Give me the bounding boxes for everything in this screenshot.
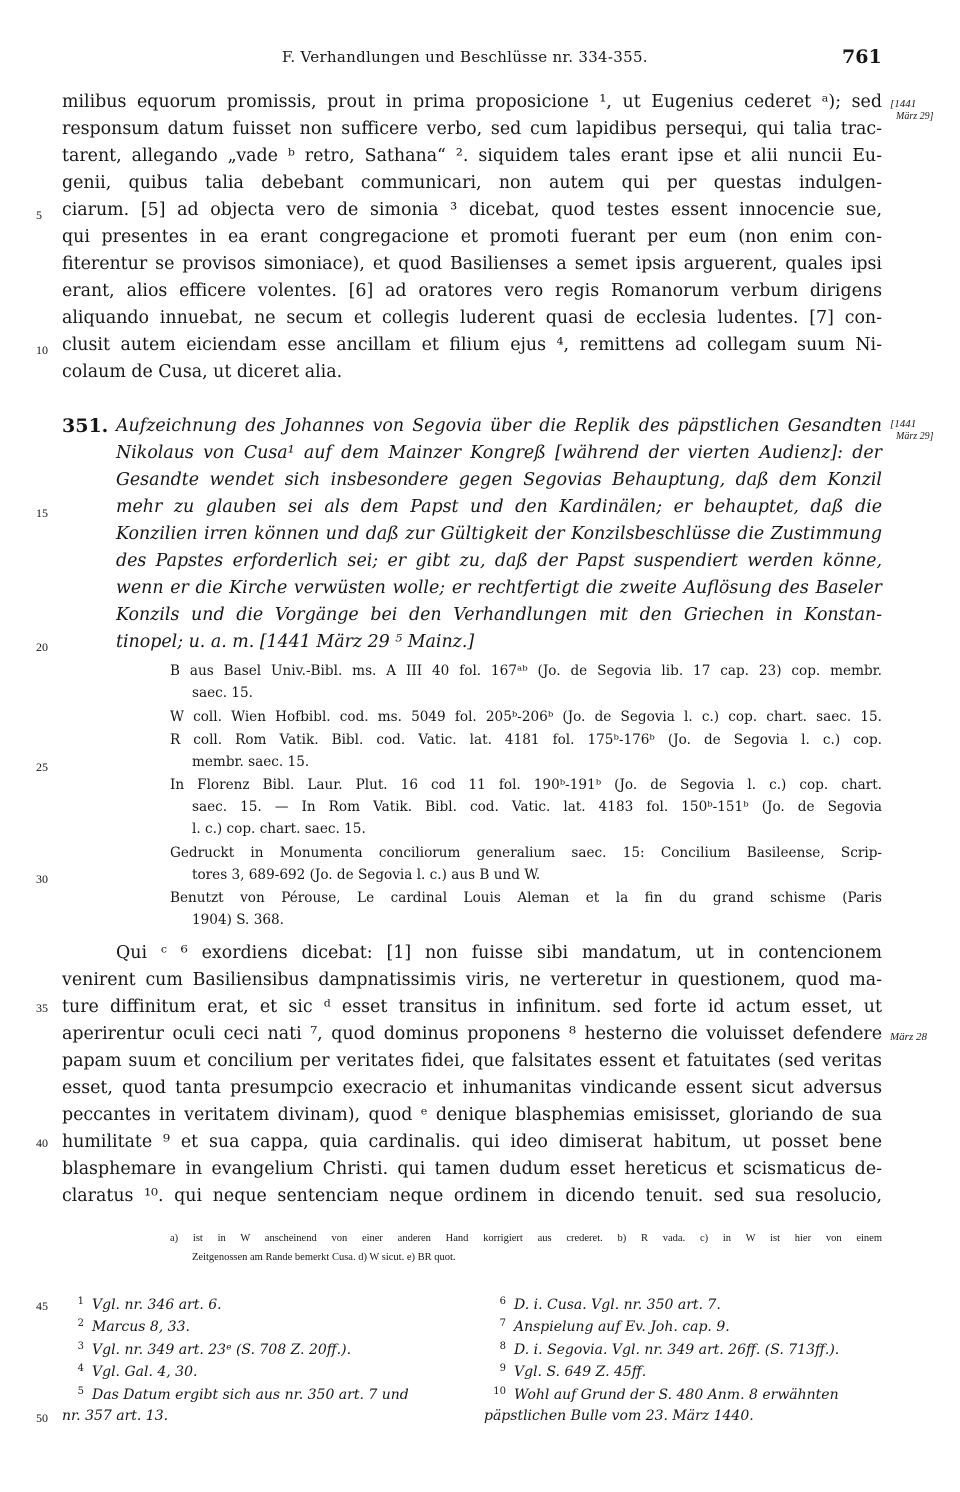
footnotes-right-column: [484, 1296, 884, 1430]
text-line: aliquando innuebat, ne secum et collegis luderent quasi de ecclesia ludentes. [7] con-: [62, 308, 882, 328]
text-line: responsum datum fuisset non sufficere verbo, sed cum lapidibus persequi, qui talia trac-: [62, 119, 882, 139]
text-line: papam suum et concilium per veritates fidei, que falsitates essent et fatuitates (sed veritas: [62, 1051, 882, 1071]
regest-line: Nikolaus von Cusa¹ auf dem Mainzer Kongreß [während der vierten Audienz]: der: [116, 443, 882, 463]
text-line: ciarum. [5] ad objecta vero de simonia ³ dicebat, quod testes essent innocencie sue,: [62, 200, 882, 220]
footnote: 1 Vgl. nr. 346 art. 6.: [77, 1296, 222, 1313]
footnotes-left-column: [62, 1296, 462, 1430]
line-number: 50: [36, 1411, 48, 1425]
text-line: blasphemare in evangelium Christi. qui tamen dudum esset hereticus et scismaticus de-: [62, 1159, 882, 1179]
footnote: 4 Vgl. Gal. 4, 30.: [77, 1363, 198, 1381]
line-number: 10: [36, 343, 48, 357]
footnote-continuation: nr. 357 art. 13.: [62, 1407, 169, 1424]
running-head: F. Verhandlungen und Beschlüsse nr. 334-355.: [282, 48, 648, 66]
text-line: peccantes in veritatem divinam), quod ᵉ denique blasphemias emisisset, gloriando de sua: [62, 1105, 882, 1125]
regest-line: Konzilien irren können und daß zur Gültigkeit der Konzilsbeschlüsse die Zustimmung: [116, 524, 882, 544]
text-line: aperirentur oculi ceci nati ⁷, quod dominus proponens ⁸ hesterno die voluisset defendere: [62, 1024, 882, 1044]
regest-line: Gesandte wendet sich insbesondere gegen Segovias Behauptung, daß dem Konzil: [116, 470, 882, 490]
manuscript-line: 1904) S. 368.: [192, 912, 284, 928]
line-number: 40: [36, 1136, 48, 1150]
manuscript-line: tores 3, 689-692 (Jo. de Segovia l. c.) aus B und W.: [192, 867, 541, 883]
footnote: 5 Das Datum ergibt sich aus nr. 350 art. 7 und: [77, 1385, 409, 1403]
text-line: colaum de Cusa, ut diceret alia.: [62, 362, 343, 382]
text-line: clusit autem eiciendam esse ancillam et filium ejus ⁴, remittens ad collegam suum Ni-: [62, 335, 882, 355]
footnote: 3 Vgl. nr. 349 art. 23ᵉ (S. 708 Z. 20ff.).: [77, 1340, 352, 1358]
manuscript-line: W coll. Wien Hofbibl. cod. ms. 5049 fol. 205ᵇ-206ᵇ (Jo. de Segovia l. c.) cop. chart. saec. 15.: [170, 709, 882, 725]
manuscript-line: saec. 15.: [192, 685, 253, 701]
footnote: 7 Anspielung auf Ev. Joh. cap. 9.: [499, 1318, 730, 1336]
footnote: 2 Marcus 8, 33.: [77, 1318, 190, 1336]
text-line: tarent, allegando „vade ᵇ retro, Sathana“ ². siquidem tales erant ipse et alii nuncii Eu-: [62, 146, 882, 166]
regest-line: tinopel; u. a. m. [1441 März 29 ⁵ Mainz.]: [116, 632, 475, 652]
text-line: Qui ᶜ ⁶ exordiens dicebat: [1] non fuisse sibi mandatum, ut in contencionem: [116, 943, 882, 963]
manuscript-line: saec. 15. — In Rom Vatik. Bibl. cod. Vatic. lat. 4183 fol. 150ᵇ-151ᵇ (Jo. de Segovia: [192, 799, 882, 815]
regest-line: wenn er die Kirche verwüsten wolle; er rechtfertigt die zweite Auflösung des Baseler: [116, 578, 882, 598]
regest-line: des Papstes erforderlich sei; er gibt zu, daß der Papst suspendiert werden könne,: [116, 551, 882, 571]
text-line: ture diffinitum erat, et sic ᵈ esset transitus in infinitum. sed forte id actum esset, ut: [62, 997, 882, 1017]
regest-line: Aufzeichnung des Johannes von Segovia über die Replik des päpstlichen Gesandten: [116, 416, 882, 436]
text-line: venirent cum Basiliensibus dampnatissimis viris, ne verteretur in questionem, quod ma-: [62, 970, 882, 990]
line-number: 5: [36, 208, 42, 222]
manuscript-line: Gedruckt in Monumenta conciliorum generalium saec. 15: Concilium Basileense, Scrip-: [170, 845, 882, 861]
regest-line: mehr zu glauben sei als dem Papst und den Kardinälen; er behauptet, daß die: [116, 497, 882, 517]
variant-note-line: Zeitgenossen am Rande bemerkt Cusa. d) W sicut. e) BR quot.: [192, 1252, 456, 1263]
footnote: 8 D. i. Segovia. Vgl. nr. 349 art. 26ff. (S. 713ff.).: [499, 1340, 840, 1358]
side-note-date: [1441 März 29]: [890, 98, 934, 122]
manuscript-line: R coll. Rom Vatik. Bibl. cod. Vatic. lat. 4181 fol. 175ᵇ-176ᵇ (Jo. de Segovia l. c.) cop.: [170, 732, 882, 748]
manuscript-line: B aus Basel Univ.-Bibl. ms. A III 40 fol. 167ᵃᵇ (Jo. de Segovia lib. 17 cap. 23) cop. membr.: [170, 663, 882, 679]
manuscript-line: Benutzt von Pérouse, Le cardinal Louis Aleman et la fin du grand schisme (Paris: [170, 890, 882, 906]
manuscript-line: membr. saec. 15.: [192, 754, 310, 770]
line-number: 20: [36, 640, 48, 654]
text-line: claratus ¹⁰. qui neque sentenciam neque ordinem in dicendo tenuit. sed sua resolucio,: [62, 1186, 882, 1206]
footnote: 9 Vgl. S. 649 Z. 45ff.: [499, 1363, 647, 1381]
text-line: humilitate ⁹ et sua cappa, quia cardinalis. qui ideo dimiserat habitum, ut posset bene: [62, 1132, 882, 1152]
text-line: qui presentes in ea erant congregacione et promoti fuerant per eum (non enim con-: [62, 227, 882, 247]
line-number: 15: [36, 506, 48, 520]
line-number: 25: [36, 760, 48, 774]
manuscript-line: In Florenz Bibl. Laur. Plut. 16 cod 11 fol. 190ᵇ-191ᵇ (Jo. de Segovia l. c.) cop. chart.: [170, 777, 882, 793]
text-line: fiterentur se provisos simoniace), et quod Basilienses a semet ipsis arguerent, quales ipsi: [62, 254, 882, 274]
text-line: genii, quibus talia debebant communicari, non autem qui per questas indulgen-: [62, 173, 882, 193]
side-note-date: [1441 März 29]: [890, 418, 934, 442]
footnote: 10 Wohl auf Grund der S. 480 Anm. 8 erwähnten: [493, 1385, 839, 1403]
side-note-date: März 28: [890, 1031, 927, 1043]
footnote: 6 D. i. Cusa. Vgl. nr. 350 art. 7.: [499, 1296, 721, 1313]
page-number: 761: [842, 46, 882, 68]
line-number: 45: [36, 1299, 48, 1313]
section-number: 351.: [62, 415, 109, 437]
manuscript-line: l. c.) cop. chart. saec. 15.: [192, 821, 366, 837]
text-line: erant, alios efficere volentes. [6] ad oratores vero regis Romanorum verbum dirigens: [62, 281, 882, 301]
variant-note-line: a) ist in W anscheinend von einer anderen Hand korrigiert aus crederet. b) R vada. c) in W ist hier von einem: [170, 1233, 882, 1244]
text-line: milibus equorum promissis, prout in prima proposicione ¹, ut Eugenius cederet ᵃ); sed: [62, 92, 882, 112]
regest-line: Konzils und die Vorgänge bei den Verhandlungen mit den Griechen in Konstan-: [116, 605, 882, 625]
line-number: 35: [36, 1001, 48, 1015]
page-header: [0, 48, 960, 72]
text-line: esset, quod tanta presumpcio execracio et inhumanitas vindicande essent sicut adversus: [62, 1078, 882, 1098]
line-number: 30: [36, 872, 48, 886]
footnote-continuation: päpstlichen Bulle vom 23. März 1440.: [484, 1407, 754, 1424]
